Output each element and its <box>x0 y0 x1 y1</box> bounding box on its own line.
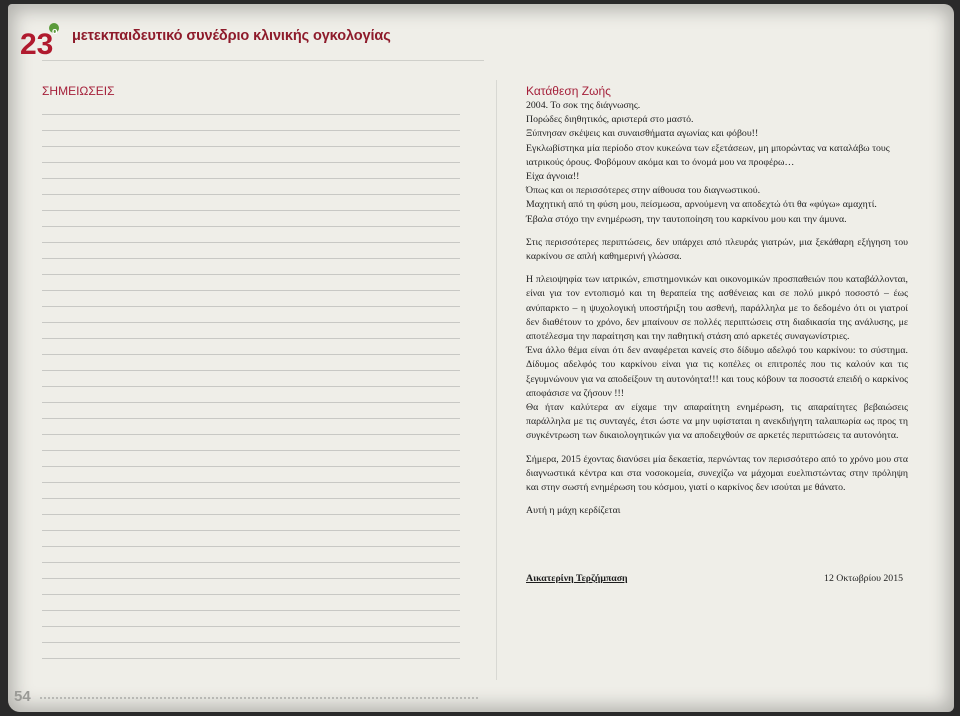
story-line: Πορώδες διηθητικός, αριστερά στο μαστό. <box>526 114 694 126</box>
story-paragraph: Θα ήταν καλύτερα αν είχαμε την απαραίτητη ενημέρωση, τις απαραίτητες βεβαιώσεις παράλληλα με τις συνταγές, έτσι ώστε να μην υφίσταται η ανεκδιήγητη ταλαιπωρία ως προς τη συγκέντρωση των δικαιολογητικών για να αποδειχθούν σε αρκετές περιπτώσεις τα αυτονόητα. <box>526 402 908 442</box>
signature-date: 12 Οκτωβρίου 2015 <box>824 573 903 584</box>
conference-title: μετεκπαιδευτικό συνέδριο κλινικής ογκολογίας <box>72 28 391 44</box>
logo-edition-suffix: ο <box>52 26 58 36</box>
header-rule <box>42 60 484 61</box>
story-title: Κατάθεση Ζωής <box>526 84 611 98</box>
story-paragraph: Σήμερα, 2015 έχοντας διανύσει μία δεκαετία, περνώντας τον περισσότερο από το χρόνο μου στα διαγνωστικά κέντρα και στα νοσοκομεία, συνεχίζω να μάχομαι ευελπιστώντας στην πρόληψη και στην σωστή ενημέρωση του κόσμου, γιατί ο καρκίνος δεν ισούται με θάνατο. <box>526 453 908 494</box>
story-body <box>526 99 908 518</box>
story-paragraph: Στις περισσότερες περιπτώσεις, δεν υπάρχει από πλευράς γιατρών, μια ξεκάθαρη εξήγηση του καρκίνου σε απλή καθημερινή γλώσσα. <box>526 236 908 263</box>
story-line: 2004. Το σοκ της διάγνωσης. <box>526 100 641 111</box>
story-line: Μαχητική από τη φύση μου, πείσμωσα, αρνούμενη να αποδεχτώ ότι θα «φύγω» αμαχητί. <box>526 199 877 211</box>
story-paragraph: Η πλειοψηφία των ιατρικών, επιστημονικών και οικονομικών προσπαθειών που καταβάλλονται, είναι για τον εντοπισμό και τη θεραπεία της ασθένειας και σε πολύ μικρό ποσοστό – έως ανύπαρκτο – η ψυχολογική υποστήριξη του ασθενή, παράλληλα με το δεδομένο ότι οι γιατροί δεν διαθέτουν το χρόνο, δεν μπαίνουν σε πολλές περιπτώσεις στη διαδικασία της ανάλυσης, με αποτέλεσμα την παραίτηση και την παθητική στάση από αρκετές συναγωνίστριες. <box>526 274 908 343</box>
page-number: 54 <box>14 688 31 705</box>
story-closing: Αυτή η μάχη κερδίζεται <box>526 505 621 517</box>
footer-dotted-rule <box>40 697 480 699</box>
conference-logo <box>18 20 68 60</box>
story-paragraph: Ένα άλλο θέμα είναι ότι δεν αναφέρεται κανείς στο δίδυμο αδελφό του καρκίνου: το σύστημα. Δίδυμος αδελφός του καρκίνου είναι για τις κοπέλες οι επιτροπές που τις καλούν και τις ξεγυμνώνουν για να αποδείξουν τη αυτονόητα!!! και τους κόβουν τα ποσοστά επειδή ο καρκίνος αποφάσισε να ζήσουν !!! <box>526 345 908 399</box>
logo-edition-number: 23 <box>20 28 54 60</box>
story-line: Είχα άγνοια!! <box>526 171 580 183</box>
author-name: Αικατερίνη Τερζήμπαση <box>526 573 628 584</box>
story-line: Έβαλα στόχο την ενημέρωση, την ταυτοποίηση του καρκίνου μου και την άμυνα. <box>526 213 847 225</box>
notes-ruled-lines <box>42 99 460 671</box>
story-line: Εγκλωβίστηκα μία περίοδο στον κυκεώνα των εξετάσεων, μη μπορώντας να καταλάβω τους ιατρικούς όρους. Φοβόμουν ακόμα και το όνομά μου να προφέρω… <box>526 142 890 168</box>
signature-row <box>526 573 903 584</box>
notes-heading: ΣΗΜΕΙΩΣΕΙΣ <box>42 84 115 98</box>
column-divider <box>496 80 497 680</box>
story-line: Ξύπνησαν σκέψεις και συναισθήματα αγωνίας και φόβου!! <box>526 128 759 140</box>
story-line: Όπως και οι περισσότερες στην αίθουσα του διαγνωστικού. <box>526 185 761 197</box>
